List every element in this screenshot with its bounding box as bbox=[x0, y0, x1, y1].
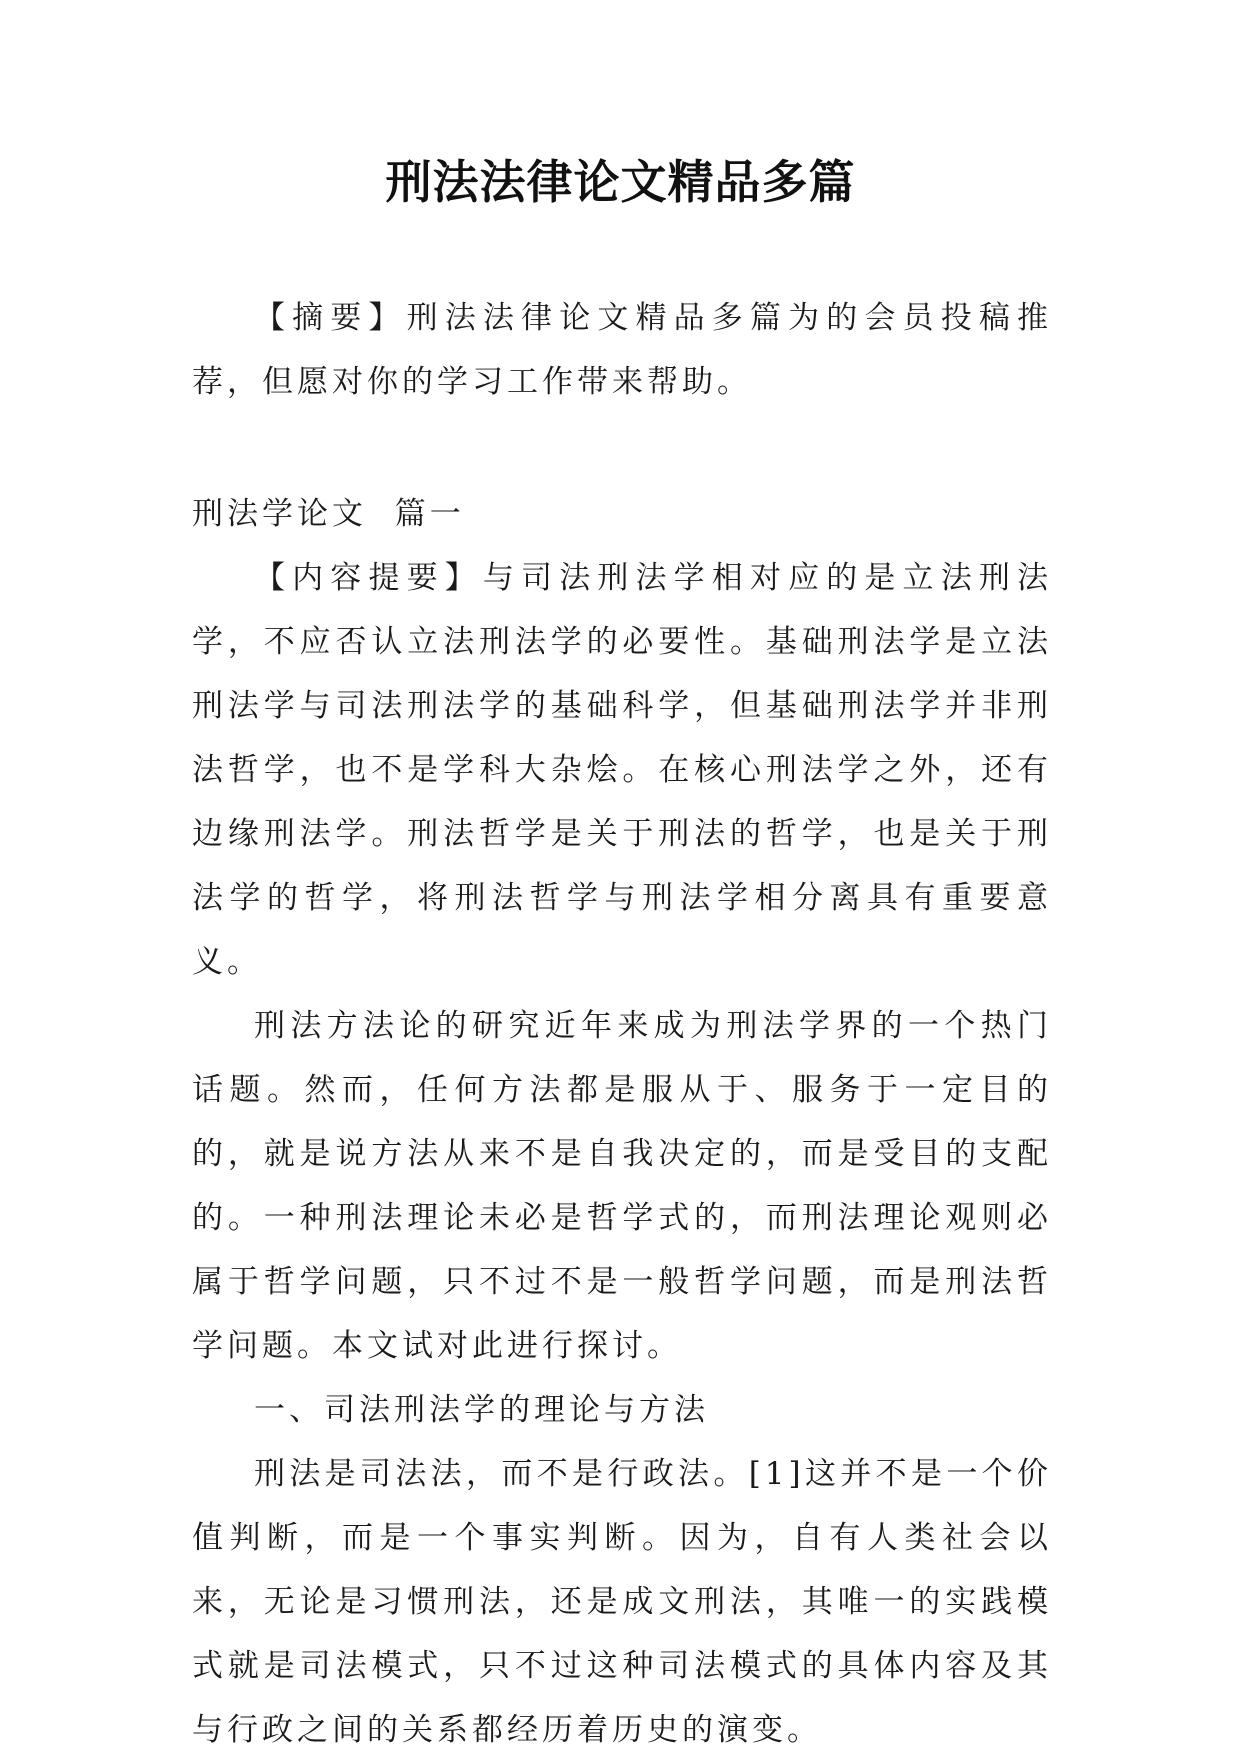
spacer bbox=[192, 414, 1052, 482]
abstract-paragraph: 【摘要】刑法法律论文精品多篇为的会员投稿推荐，但愿对你的学习工作带来帮助。 bbox=[192, 300, 1052, 400]
body-paragraph: 刑法方法论的研究近年来成为刑法学界的一个热门话题。然而，任何方法都是服从于、服务于一定目的的，就是说方法从来不是自我决定的，而是受目的支配的。一种刑法理论未必是哲学式的，而刑法理论观则必属于哲学问题，只不过不是一般哲学问题，而是刑法哲学问题。本文试对此进行探讨。 bbox=[192, 1008, 1052, 1364]
document-body bbox=[192, 286, 1052, 1762]
body-paragraph: 刑法是司法法，而不是行政法。[1]这并不是一个价值判断，而是一个事实判断。因为，自有人类社会以来，无论是习惯刑法，还是成文刑法，其唯一的实践模式就是司法模式，只不过这种司法模式的具体内容及其与行政之间的关系都经历着历史的演变。 bbox=[192, 1456, 1052, 1748]
document-title: 刑法法律论文精品多篇 bbox=[385, 155, 856, 209]
section-heading: 刑法学论文 篇一 bbox=[192, 496, 465, 532]
subsection-heading: 一、司法刑法学的理论与方法 bbox=[254, 1392, 709, 1428]
body-paragraph: 【内容提要】与司法刑法学相对应的是立法刑法学，不应否认立法刑法学的必要性。基础刑法学是立法刑法学与司法刑法学的基础科学，但基础刑法学并非刑法哲学，也不是学科大杂烩。在核心刑法学之外，还有边缘刑法学。刑法哲学是关于刑法的哲学，也是关于刑法学的哲学，将刑法哲学与刑法学相分离具有重要意义。 bbox=[192, 560, 1052, 980]
